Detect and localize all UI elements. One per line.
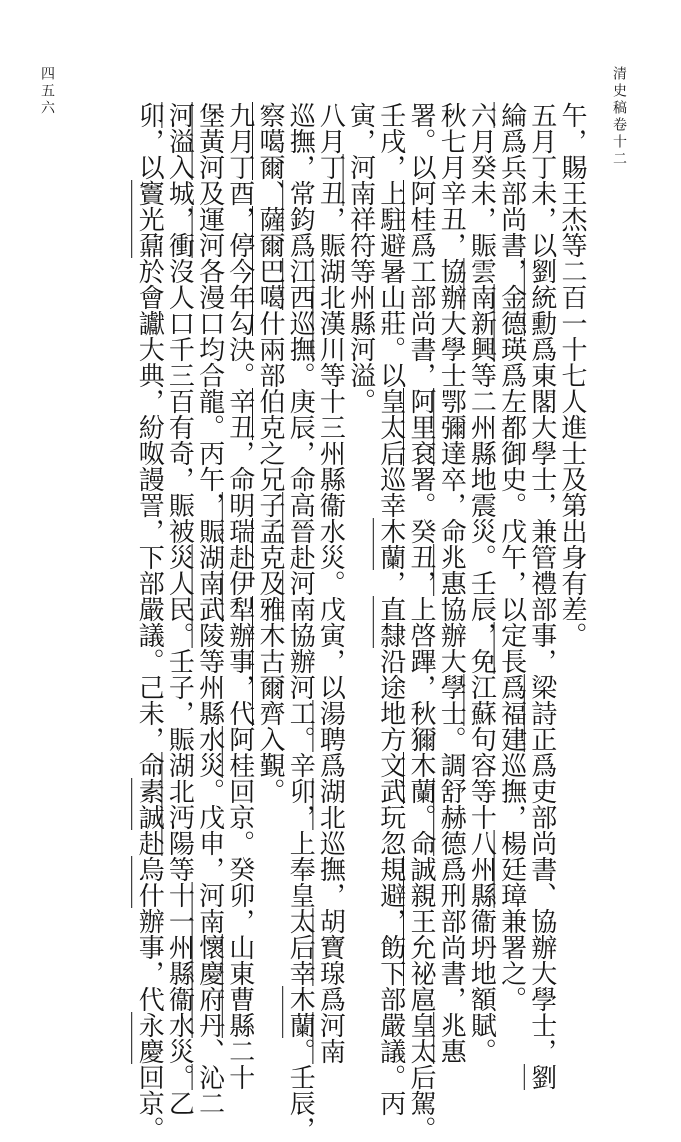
text-segment: 爲左都御史。戊午，以	[496, 362, 527, 622]
text-segment: 扈皇太后駕。	[406, 986, 436, 1142]
proper-name: 永慶	[134, 1012, 165, 1064]
text-segment: 兼署之。	[496, 908, 527, 1012]
proper-name: 湖北沔陽	[164, 752, 195, 856]
text-segment: 、	[255, 180, 285, 206]
text-segment: 回京。癸卯，	[224, 778, 255, 934]
text-segment: 赴	[224, 544, 255, 570]
text-segment: 兩部	[255, 336, 285, 388]
proper-name: 江蘇	[466, 674, 497, 726]
text-segment: 爲	[285, 232, 316, 258]
proper-name: 伊犁	[224, 570, 255, 622]
proper-name: 定長	[496, 622, 527, 674]
proper-name: 河南	[315, 1012, 346, 1064]
text-segment: 之兄子	[255, 440, 285, 518]
text-segment: 爲東閣大學士，兼管禮部事，	[526, 336, 557, 674]
text-segment: 六月癸未，賑	[466, 102, 497, 258]
proper-name: 沁	[194, 1064, 225, 1090]
text-segment: 祥符等州縣河溢。	[345, 206, 376, 414]
proper-name: 胡寶瑔	[315, 908, 346, 986]
text-segment: 等十三州縣衞水災。戊寅，以	[315, 362, 346, 700]
proper-name: 明瑞	[224, 492, 255, 544]
text-segment: 爲刑部尚書，	[436, 856, 467, 1012]
proper-name: 湯聘	[315, 700, 346, 752]
proper-name: 竇光鼐	[134, 180, 165, 258]
proper-name: 高晉	[285, 492, 316, 544]
text-segment: 二十	[224, 1038, 255, 1090]
text-segment: 辦事，代	[134, 908, 165, 1012]
proper-name: 運河	[194, 206, 225, 258]
proper-name: 鄂彌達	[436, 388, 467, 466]
proper-name: 木蘭	[375, 518, 406, 570]
text-segment: 五月丁未，以	[526, 102, 557, 258]
text-segment: 句容等十八州縣衞坍地額賦。	[466, 726, 497, 1064]
proper-name: 常鈞	[285, 180, 316, 232]
proper-name: 山東曹縣	[224, 934, 255, 1038]
text-segment: 巡撫。庚辰，命	[285, 310, 316, 492]
proper-name: 金德瑛	[496, 284, 527, 362]
text-segment: 署。以	[406, 102, 436, 180]
proper-name: 察噶爾	[255, 102, 285, 180]
text-segment: 溢入城，衝沒人口千三百有奇，賑被災人民。壬子，賑	[164, 128, 195, 752]
text-segment: 爲福建巡撫，	[496, 674, 527, 830]
proper-name: 梁詩正	[526, 674, 557, 752]
proper-name: 木蘭	[285, 986, 316, 1038]
text-segment: 巡撫，	[285, 102, 316, 180]
proper-name: 河	[164, 102, 195, 128]
text-segment: 卯，以	[134, 102, 165, 180]
proper-name: 誠親王允祕	[406, 856, 436, 986]
text-segment: 壬戌，上駐避暑山莊。以皇太后巡幸	[375, 102, 406, 518]
text-segment: 二	[194, 1090, 225, 1116]
proper-name: 雅木古爾齊	[255, 596, 285, 726]
text-segment: 。壬辰，	[285, 1038, 316, 1142]
text-segment: 協辦河工。辛卯，上奉皇太后幸	[285, 622, 316, 986]
proper-name: 薩爾巴噶什	[255, 206, 285, 336]
text-segment: 。命	[406, 804, 436, 856]
proper-name: 孟克	[255, 518, 285, 570]
proper-name: 阿桂	[406, 180, 436, 232]
text-segment: 署。癸丑，上啓蹕，秋獮	[406, 466, 436, 752]
proper-name: 舒赫德	[436, 778, 467, 856]
page-number: 四五六	[39, 66, 55, 117]
text-segment: 爲工部尚書，	[406, 232, 436, 388]
proper-name: 湖南武陵	[194, 544, 225, 648]
proper-name: 河南懷慶府丹	[194, 882, 225, 1038]
text-segment: 八月丁丑，賑	[315, 102, 346, 258]
text-segment: 午，賜王杰等二百一十七人進士及第出身有差。	[557, 102, 587, 648]
proper-name: 湖北	[315, 778, 346, 830]
proper-name: 河南	[345, 154, 376, 206]
text-segment: 爲吏部尚書、協辦大學士，	[526, 752, 557, 1064]
text-segment: 卒，命	[436, 466, 467, 544]
text-segment: 回京。	[134, 1064, 165, 1142]
text-segment: 等十一州縣衞水災。乙	[164, 856, 195, 1116]
proper-name: 伯克	[255, 388, 285, 440]
text-segment: 、	[194, 1038, 225, 1064]
text-segment: 爲	[315, 752, 346, 778]
proper-name: 素誠	[134, 778, 165, 830]
proper-name: 兆惠	[436, 544, 467, 596]
text-segment: 協辦大學士。調	[436, 596, 467, 778]
text-column	[129, 102, 169, 1142]
proper-name: 劉統勳	[526, 258, 557, 336]
text-segment: ，	[375, 570, 406, 596]
proper-name: 雲南	[466, 258, 497, 310]
proper-name: 湖北漢川	[315, 258, 346, 362]
text-segment: 沿途地方文武玩忽規避，飭下部嚴議。丙	[375, 648, 406, 1116]
text-segment: 秋七月辛丑，協辦大學士	[436, 102, 467, 388]
proper-name: 堡黃河	[194, 102, 225, 180]
text-segment: 爲兵部尚書，	[496, 128, 527, 284]
text-segment: 寅，	[345, 102, 376, 154]
text-segment: 辦事，代	[224, 622, 255, 726]
proper-name: 烏什	[134, 856, 165, 908]
proper-name: 江西	[285, 258, 316, 310]
proper-name: 綸	[496, 102, 527, 128]
text-segment: 於會讞大典，紛呶謾詈，下部嚴議。己未，命	[134, 258, 165, 778]
proper-name: 劉	[526, 1064, 557, 1090]
proper-name: 直隸	[375, 596, 406, 648]
proper-name: 兆惠	[436, 1012, 467, 1064]
proper-name: 楊廷璋	[496, 830, 527, 908]
proper-name: 阿里袞	[406, 388, 436, 466]
text-segment: 及	[194, 180, 225, 206]
text-segment: 等州縣水災。戊申，	[194, 648, 225, 882]
proper-name: 河南	[285, 570, 316, 622]
proper-name: 阿桂	[224, 726, 255, 778]
proper-name: 木蘭	[406, 752, 436, 804]
text-segment: 九月丁酉，停今年勾決。辛丑，命	[224, 102, 255, 492]
text-segment: 新興等二州縣地震災。壬辰，免	[466, 310, 497, 674]
text-segment: 赴	[134, 830, 165, 856]
text-segment: 入覲。	[255, 726, 285, 804]
text-segment: 及	[255, 570, 285, 596]
text-segment: 各漫口均合龍。丙午，賑	[194, 258, 225, 544]
page-title: 清史稿卷十二	[611, 66, 627, 168]
text-segment: 爲	[315, 986, 346, 1012]
text-segment: 巡撫，	[315, 830, 346, 908]
text-segment: 赴	[285, 544, 316, 570]
